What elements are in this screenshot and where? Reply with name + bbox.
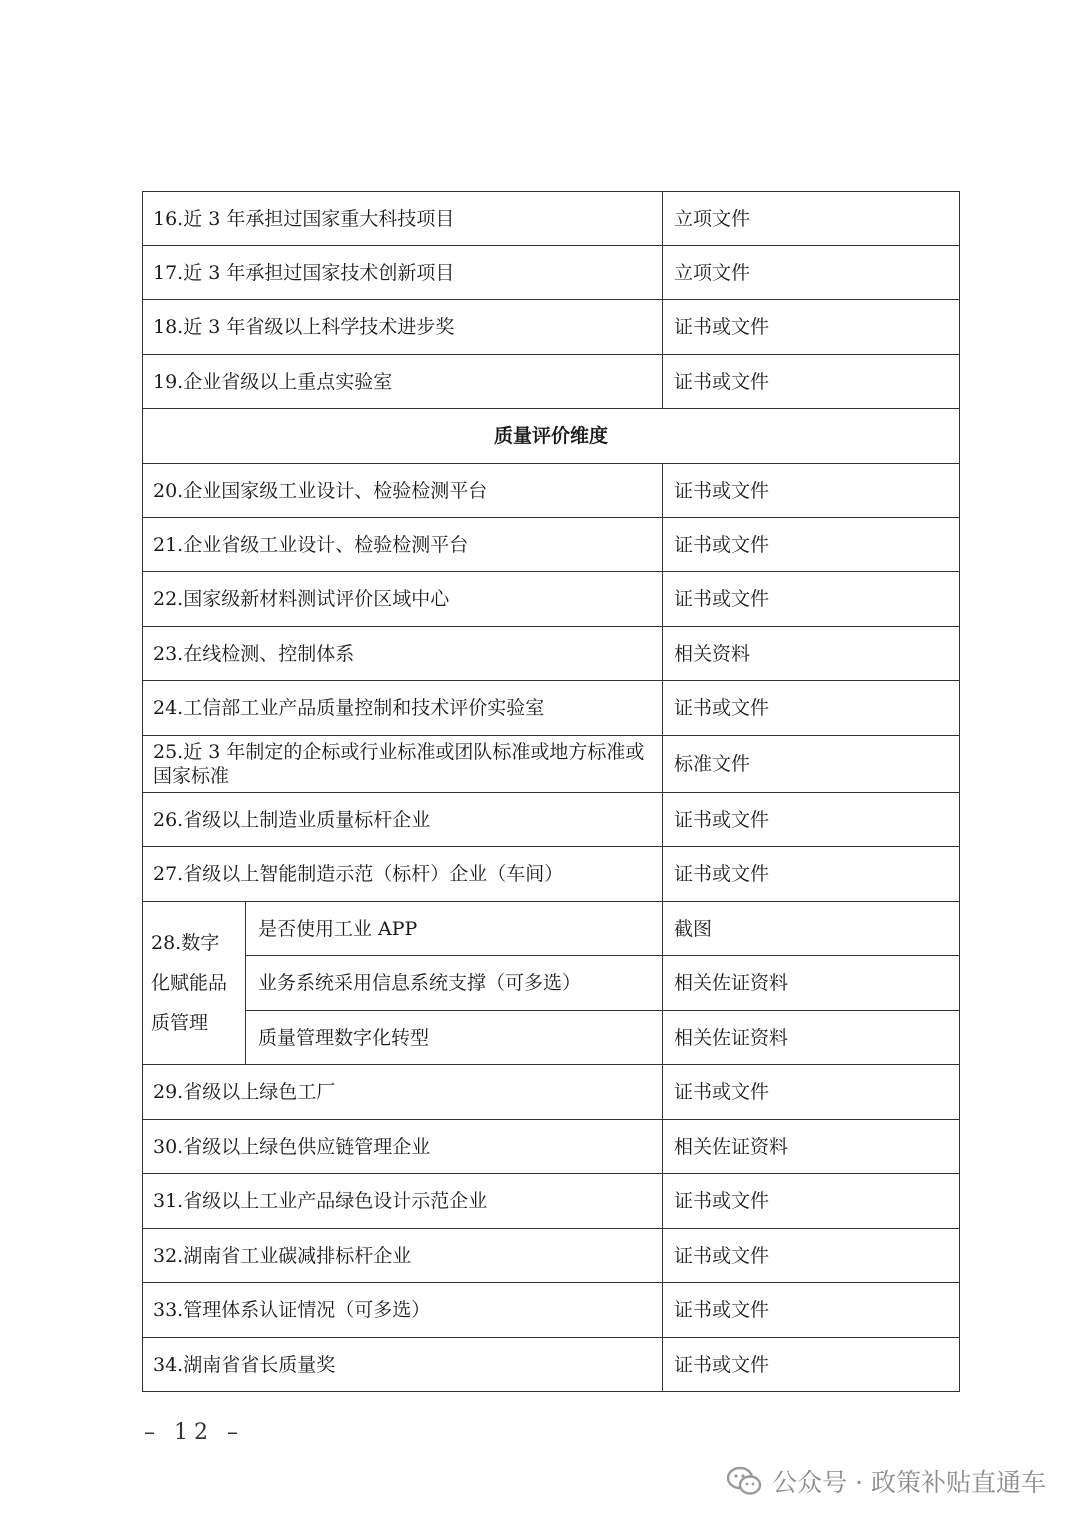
material-cell: 立项文件 — [663, 192, 960, 246]
item-cell: 19.企业省级以上重点实验室 — [143, 355, 663, 409]
item-cell: 27.省级以上智能制造示范（标杆）企业（车间） — [143, 847, 663, 902]
table-row — [143, 246, 960, 300]
item-cell: 21.企业省级工业设计、检验检测平台 — [143, 518, 663, 572]
material-cell: 证书或文件 — [663, 1283, 960, 1338]
section-title: 质量评价维度 — [143, 409, 960, 464]
material-cell: 证书或文件 — [663, 793, 960, 847]
material-cell: 证书或文件 — [663, 518, 960, 572]
item-cell: 29.省级以上绿色工厂 — [143, 1065, 663, 1120]
item-cell: 22.国家级新材料测试评价区域中心 — [143, 572, 663, 627]
item-cell: 34.湖南省省长质量奖 — [143, 1338, 663, 1392]
item-cell: 16.近 3 年承担过国家重大科技项目 — [143, 192, 663, 246]
material-cell: 标准文件 — [663, 736, 960, 793]
item-cell: 25.近 3 年制定的企标或行业标准或团队标准或地方标准或国家标准 — [143, 736, 663, 793]
table-row — [143, 847, 960, 902]
table-row — [143, 1065, 960, 1120]
group-row — [143, 956, 960, 1011]
table-row — [143, 192, 960, 246]
group-row — [143, 1011, 960, 1065]
item-cell: 18.近 3 年省级以上科学技术进步奖 — [143, 300, 663, 355]
material-cell: 证书或文件 — [663, 355, 960, 409]
material-cell: 证书或文件 — [663, 847, 960, 902]
material-cell: 证书或文件 — [663, 1338, 960, 1392]
table-row — [143, 518, 960, 572]
table-row — [143, 1174, 960, 1229]
material-cell: 证书或文件 — [663, 1174, 960, 1229]
subitem-cell: 业务系统采用信息系统支撑（可多选） — [246, 956, 663, 1011]
subitem-cell: 是否使用工业 APP — [246, 902, 663, 956]
subitem-cell: 质量管理数字化转型 — [246, 1011, 663, 1065]
table-row — [143, 1120, 960, 1174]
material-cell: 证书或文件 — [663, 1229, 960, 1283]
item-cell: 31.省级以上工业产品绿色设计示范企业 — [143, 1174, 663, 1229]
table-row — [143, 464, 960, 518]
material-cell: 相关资料 — [663, 627, 960, 681]
material-cell: 证书或文件 — [663, 572, 960, 627]
item-cell: 30.省级以上绿色供应链管理企业 — [143, 1120, 663, 1174]
item-cell: 20.企业国家级工业设计、检验检测平台 — [143, 464, 663, 518]
item-cell: 33.管理体系认证情况（可多选） — [143, 1283, 663, 1338]
material-cell: 立项文件 — [663, 246, 960, 300]
wechat-icon — [726, 1466, 762, 1496]
material-cell: 相关佐证资料 — [663, 1011, 960, 1065]
material-cell: 证书或文件 — [663, 681, 960, 736]
group-label-cell — [143, 902, 246, 1065]
item-cell: 26.省级以上制造业质量标杆企业 — [143, 793, 663, 847]
material-cell: 相关佐证资料 — [663, 1120, 960, 1174]
page-number: – 12 – — [144, 1420, 244, 1445]
table-row — [143, 736, 960, 793]
table-row — [143, 681, 960, 736]
item-cell: 32.湖南省工业碳减排标杆企业 — [143, 1229, 663, 1283]
table-row — [143, 1283, 960, 1338]
watermark — [726, 1463, 1046, 1499]
table-row — [143, 572, 960, 627]
material-cell: 证书或文件 — [663, 464, 960, 518]
group-row — [143, 902, 960, 956]
table-row — [143, 793, 960, 847]
material-cell: 证书或文件 — [663, 300, 960, 355]
watermark-text: 公众号 · 政策补贴直通车 — [772, 1468, 1046, 1497]
table-row — [143, 1338, 960, 1392]
table-row — [143, 300, 960, 355]
table-row — [143, 355, 960, 409]
table-row — [143, 1229, 960, 1283]
group-label-line: 质管理 — [151, 1012, 209, 1034]
section-row — [143, 409, 960, 464]
material-cell: 截图 — [663, 902, 960, 956]
criteria-table — [142, 191, 960, 1392]
item-cell: 23.在线检测、控制体系 — [143, 627, 663, 681]
group-label-line: 28.数字 — [151, 932, 220, 954]
item-cell: 17.近 3 年承担过国家技术创新项目 — [143, 246, 663, 300]
group-label-line: 化赋能品 — [151, 972, 228, 994]
material-cell: 证书或文件 — [663, 1065, 960, 1120]
table-row — [143, 627, 960, 681]
item-cell: 24.工信部工业产品质量控制和技术评价实验室 — [143, 681, 663, 736]
material-cell: 相关佐证资料 — [663, 956, 960, 1011]
